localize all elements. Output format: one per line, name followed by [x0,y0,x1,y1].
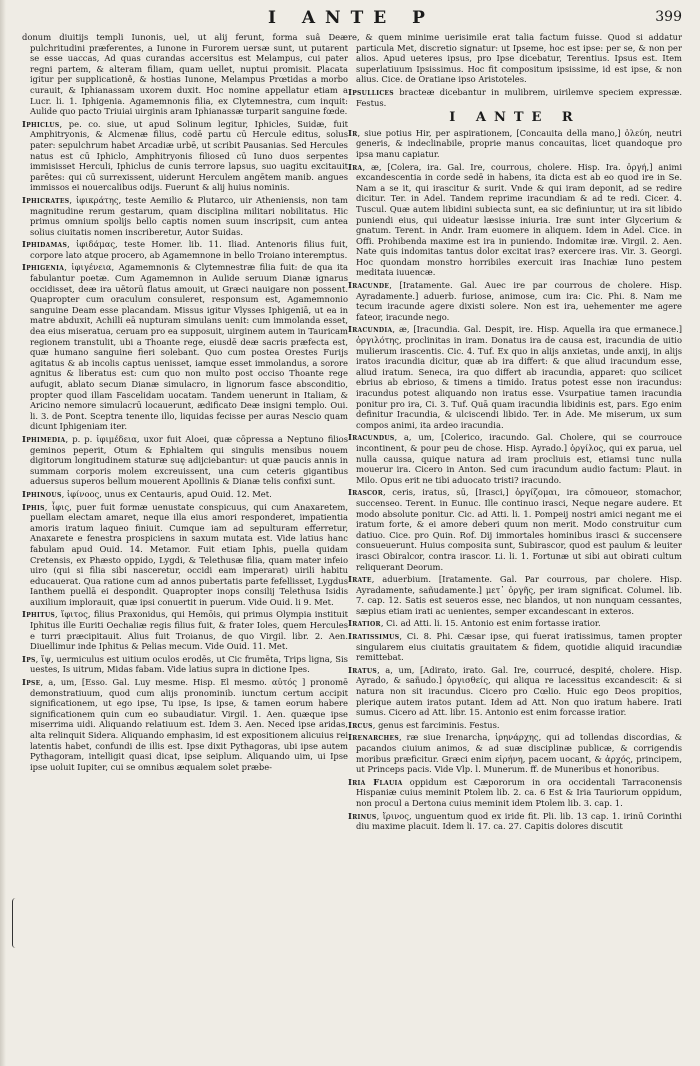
entry-headword: Ir [348,127,358,138]
dictionary-entry [348,487,682,572]
entry-text: , ἰφιδάμας, teste Homer. lib. 11. Iliad. Antenoris filius fuit, corpore lato atque procero, ab Agamemnone in bello Troiano interemptus. [30,239,348,260]
entry-text: , æ, [Colera, ira. Gal. Ire, courrous, cholere. Hisp. Ira. ὀργή,] animi excandescentia in corde sedē in habens, ita dicta est ab eo quod ire in Se. Nam a se it, qui irascitur & surit. Vnde & qui iram deponit, ad se redire dicitur. Ter. in Adel. Tandem reprime iracundiam & ad te redi. Cicer. 4. Tuscul. Quæ autem libidini subiecta sunt, ea sic definiuntur, ut ira sit libido puniendi eius, qui uideatur læsisse iniuria. Iræ sunt inter Glycerium & gnatum. Terent. in Andr. Iram euomere in aliquem. Idem in Adel. Cice. in Offi. Prohibenda maxime est ira in puniendo. Indomitæ iræ. Virgil. 2. Aen. Nate quis indomitas tantus dolor excitat iras? exercere iras. Vir. 3. Georgi. Hoc quondam monstro horribiles exercuit iras Inachiæ Iuno pestem meditata iuuencæ. [356,161,682,278]
dictionary-entry [348,32,682,85]
page-number: 399 [655,9,682,25]
entry-text: , ἴρινος, unguentum quod ex iride fit. Pli. lib. 13 cap. 1. irinū Corinthi diu maxime placuit. Idem li. 17. ca. 27. Capitis dolores discutit [356,810,682,832]
entry-text: , pe. co. siue, ut apud Solinum legitur, Iphicles, Suidæ, fuit Amphitryonis, & Alcmenæ filius, codē partu cū Hercule editus, solus pater: sepulchrum habet Arcadiæ urbē, ut scribit Pausanias. Sed Hercules natus est cū Iphiclo, Amphitryonis filiosed cū Iuno duos serpentes immisisset Herculi, Iphiclus de cunis terrore lapsus, suo uagitu excitauit parētes: qui cū surrexissent, uiderunt Herculem angētem manib. angues immissos ei nouercalibus odijs. Fuerunt & alij huius nominis. [30,118,348,193]
entry-text: , aduerbium. [Iratamente. Gal. Par courrous, par cholere. Hisp. Ayradamente, sañudamente.] μετ᾽ ὀργῆς, per iram significat. Columel. lib. 7. cap. 12. Satis est seueros esse, nec blandos, ut non nunquam cessantes, sæpius etiam irati ac uenientes, semper excandescant in exteros. [356,574,682,616]
dictionary-entry [348,574,682,616]
entry-text: , ἶφις, puer fuit formæ uenustate conspicuus, qui cum Anaxaretem, puellam electam amaret, neque illa eius amori responderet, impatientia amoris iratum laqueo finiuit. Cumque iam ad sepulturam efferretur, Anaxarete e fenestra prospiciens in saxum mutata est. Vide latius hanc fabulam apud Ouid. 14. Metamor. Fuit etiam Iphis, puella quidam Cretensis, ex Phæsto oppido, Lygdi, & Telethusæ filia, quam mater infeio uiro (qui si filia sibi nasceretur, occidi eam imperarat) uirili habitu educauerat. Qua ratione cum ad annos pubertatis parte fefellisset, Lygdus Ianthem puellā ei despondit. Quapropter inops consilij Telethusa Isidis auxilium implorauit, quæ ipsi conuertit in puerum. Vide Ouid. li 9. Met. [30,501,348,607]
section-heading: I ANTE R [449,110,581,126]
page-header [0,8,700,30]
dictionary-entry [348,432,682,485]
dictionary-entry [22,489,348,500]
dictionary-entry [348,631,682,663]
entry-text: , Ci. 8. Phi. Cæsar ipse, qui fuerat iratissimus, tamen propter singularem eius ciuitatis grauitatem & fidem, quotidie aliquid iracundiæ remittebat. [356,631,682,663]
page-edge-shadow [0,0,6,1066]
dictionary-entry [348,811,682,832]
margin-bracket-mark [12,898,19,948]
dictionary-entry [348,665,682,718]
dictionary-entry [348,777,682,809]
entry-text: , [Iratamente. Gal. Auec ire par courrous de cholere. Hisp. Ayradamente.] aduerb. furiose, animose, cum ira: Cic. Phi. 8. Nam me tecum iracunde agere dixisti solere. Non est ira, uehementer me agere fateor, iracunde nego. [356,280,682,322]
entry-text: , æ, [Iracundia. Gal. Despit, ire. Hisp. Aquella ira que ermanece.] ὀργιλότης, proclinitas in iram. Donatus ira de causa est, iracundia de uitio mulierum irascentis. Cic. 4. Tuf. Ex quo in alijs anxietas, unde anxij, in alijs iratos iracundia dicitur, quæ ab ira differt: & que aliud iracundum esse, aliud iratum. Seneca, ira quo differt ab iracundia, apparet: quo scilicet ebrius ab ebrioso, & timens a timido. Iratus potest esse non iracundus: iracundus potest aliquando non iratus esse. Vsurpatiue tamen iracundia ponitur pro ira, Ci. 3. Tuf. Quā quam iracundia libidinis est, pars. Ego enim definitur Iracundia, & ulciscendi libido. Ter. in Ade. Me miserum, ux sum compos animi, ita ardeo iracundia. [356,324,682,430]
dictionary-entry [348,324,682,430]
dictionary-entry [348,87,682,108]
entry-text: , ἰφικράτης, teste Aemilio & Plutarco, uir Atheniensis, non tam magnitudine rerum gestarum, quam disciplina militari nobilitatus. Hic primus omnium spolijs bello captis nomen suum inscripsit, cum antea solius ciuitatis nomen inscriberetur, Autor Suidas. [30,194,348,237]
entry-text: , p. p. ἰφιμέδεια, uxor fuit Aloei, quæ cōpressa a Neptuno filios geminos peperit, Otum & Ephialtem qui singulis mensibus nouem digitorum longitudinem staturæ suę adijciebantur: ut quæ paucis annis in summam corporis molem excreuissent, una cum ceteris gigantibus aduersus superos bellum mouerent Apollinis & Dianæ telis confixi sunt. [30,433,348,487]
entry-headword: Iratior [348,618,381,629]
entry-headword: Iratus [348,664,378,675]
entry-headword: Ips [22,653,36,664]
entry-headword: Ira [348,161,363,172]
entry-headword: Irascor [348,487,383,498]
dictionary-entry [348,162,682,279]
left-column [22,32,348,1052]
entry-text: , genus est farciminis. Festus. [372,719,500,730]
entry-text: oppidum est Cæpororum in ora occidentali Tarraconensis Hispaniæ cuius meminit Ptolem lib. 2. ca. 6 Est & Iria Tauriorum oppidum, non procul a Dertona cuius meminit idem Ptolem lib. 3. cap. 1. [356,776,682,808]
entry-headword: Iracundia [348,324,393,335]
dictionary-entry [22,262,348,432]
entry-headword: Iphigenia [22,262,65,273]
entry-text: , siue potius Hir, per aspirationem, [Concauita della mano,] ὀλεύη, neutri generis, & indeclinabile, proprie manus concauitas, licet quandoque pro ipsa manu capiatur. [356,127,682,159]
entry-text: bracteæ dicebantur in mulibrem, uirilemve speciem expressæ. Festus. [356,86,682,108]
entry-text: , ἰφιγένεια, Agamemnonis & Clytemnestræ filia fuit: de qua ita fabulantur poetæ. Cum Agamemnon in Aulide seruum Dianæ ignarus occidisset, deæ ira uētorū flatus amouit, ut Græci nauigare non possent. Quapropter cum oraculum consuleret, responsum est, Agamemnonio sanguine Deam esse placandam. Missus igitur Vlysses Iphigeniā, ut ea in matre abduxit, Achilli eā nupturam simulans uenit: cum immolanda esset, dea eius miseratua, ceruam pro ea supposuit, uirginem autem in Tauricam regionem transtulit, ubi a Thoante rege, eiusdē deæ sacris præfecta est, quæ humano sanguine fieri solebant. Quo cum postea Orestes Furijs agitatus & ab incolis captus uenisset, iamque esset immolandus, a sorore agnitus & liberatus est: cum quo non multo post occiso Thoante rege aufugit, ablato secum Dianæ simulacro, in lignorum fasce absconditio, propter quod illam Fascelidam uocatam. Tandem uenerunt in Italiam, & Aricino nemore simulacrū locauerunt, ædificato Deæ insigni templo. Oui. li. 3. de Pont. Sceptra tenente illo, liquidas fecisse per auras Nescio quam dicunt Iphigeniam iter. [30,262,348,432]
entry-headword: Iracundus [348,432,395,443]
dictionary-entry [348,280,682,322]
dictionary-entry [22,119,348,193]
dictionary-entry [22,502,348,608]
entry-text: , ἰφίνοος, unus ex Centauris, apud Ouid. 12. Met. [61,488,272,499]
entry-headword: Ipse [22,677,41,688]
entry-text: , Ci. ad Atti. li. 15. Antonio est enim fortasse iratior. [380,618,601,629]
dictionary-entry [22,677,348,772]
entry-text: , a, um, [Esso. Gal. Luy mesme. Hisp. El mesmo. αὐτός ] pronomē demonstratiuum, quod cum alijs pronominib. iunctum certum accipit significationem, ut ego ipse, Tu ipse, Is ipse, & tamen eorum habere significationem quin cum eo subaudiatur. Virgil. 1. Aen. quæque ipse miserrima uidi. Aliquando relatiuum est. Idem 3. Aen. Neced ipse aridas, alta relinquit Sidera. Aliquando emphasim, id est expositionem alicuius rei latentis habet, confundi de illis est. Ipse dixit Pythagoras, ubi ipse autem Pythagoram, intelligit quasi dicat, ipse seiplum. Aliquando uim, ui Ipse ipse uoluit Iupiter, cui se omnibus æqualem solet præbe- [30,677,348,772]
dictionary-entry [348,128,682,160]
entry-text: , ἴφιτος, filius Praxonidus, qui Hemōis, qui primus Olympia instituit Iphitus ille Euriti Oechaliæ regis filius fuit, & frater Ioles, quem Hercules e turri præcipitauit. Alius fuit Troianus, de quo Virgil. libr. 2. Aen. Diuellimur inde Iphitus & Pelias mecum. Vide Ouid. 11. Met. [30,609,348,652]
entry-headword: Iphimedia [22,433,66,444]
dictionary-entry [22,32,348,117]
entry-headword: Iphidamas [22,239,68,250]
entry-text: donum diuitijs templi Iunonis, uel, ut alij ferunt, forma suâ Deæ pulchritudini præferentes, a Iunone in Furorem uersæ sunt, ut putarent se esse uaccas, Ad quas curandas accersitus est Melampus, cui pater regni partem, & alteram filiam, quam uellet, nuptui promisit. Placata igitur per supplicationê, & hostias Iunone, Melampus Prœtidas a morbo curauit, & Iphianassam uxorem duxit. Hoc nomine appellatur etiam a Lucr. li. 1. Iphigenia. Agamemnonis filia, ex Clytemnestra, cum inquit: Aulide quo pacto Triuiai uirginis aram Iphianassæ turparit sanguine fœde. [22,32,348,117]
entry-headword: Irenarches [348,732,399,743]
entry-text: re, & quem minime uerisimile erat talia factum fuisse. Quod si addatur particula Met, discretio signatur: ut Ipseme, hoc est ipse: per se, & non per alios. Apud ueteres ipsus, pro Ipse dicebatur, Terentius. Ipsus est. Item superlatiuum Ipsissimus. Hoc fit compositum ipsissime, id est ipse, & non alius. Cice. de Oratiane ipso Aristoteles. [348,32,682,85]
entry-headword: Ircus [348,719,373,730]
entry-headword: Iphicrates [22,194,70,205]
dictionary-entry [22,195,348,237]
dictionary-entry [348,720,682,731]
dictionary-entry [22,239,348,260]
entry-text: , a, um, [Adirato, irato. Gal. Ire, courrucé, despité, cholere. Hisp. Ayrado, & sañudo.] ὀργισθείς, qui aliqua re lacessitus excandescit: & si natura non sit iracundus. Cicero pro Cœlio. Huic ego Deos propitios, plerique autem iratos putant. Idem ad Att. Non quo iratum habere. Irati sumus. Cicero ad Att. libr. 15. Antonio est enim forcasse iratior. [356,664,682,718]
entry-headword: Iphis [22,501,45,512]
entry-headword: Irate [348,574,372,585]
entry-headword: Iphinous [22,488,62,499]
right-column [348,32,682,1052]
entry-text: , ceris, iratus, sū, [Irasci,] ὀργίζομαι, ira cōmoueor, stomachor, succenseo. Terent. in Eunuc. Ille continuo irasci, Neque negare audere. Et modo absolute ponitur. Cic. ad Atti. li. 1. Pompeij nostri amici negant me ei iratum forte, & ei amore deberi quum non merit. Modo construitur cum datiuo. Cice. pro Quin. Rof. Dij immortales hominibus irasci & succensere consueuerunt. Huius composita sunt, Subirascor, quod est paulum & leuiter irasci Obiralcor, contra irascor. Li. li. 1. Fortunæ ut sibi aut obirati cultum reliquerant Deorum. [356,487,682,572]
entry-text: , a, um, [Colerico, iracundo. Gal. Cholere, qui se courrouce incontinent, & pour peu de chose. Hisp. Ayrado.] ὀργίλος, qui ex parua, uel nulla caussa, quique natura ad iram procliuis est, etiamsi tunc nulla mouerur ira. Cicero in Anton. Sed cum iracundum audio factum: Plaut. in Milo. Opus erit ne tibi aduocato tristi? iracundo. [356,432,682,485]
entry-headword: Iphitus [22,609,56,620]
entry-headword: Iratissimus [348,631,400,642]
dictionary-entry [22,609,348,651]
dictionary-entry [22,654,348,675]
dictionary-entry [348,618,682,629]
running-head: I ANTE P [268,8,435,28]
entry-headword: Iria Flauia [348,776,403,787]
dictionary-entry [348,732,682,774]
dictionary-entry [22,434,348,487]
entry-headword: Iphiclus [22,118,60,129]
entry-headword: Ipsullices [348,86,394,97]
entry-headword: Iracunde [348,280,390,291]
entry-headword: Irinus [348,810,377,821]
entry-text: , ræ siue Irenarcha, ἰρηνάρχης, qui ad tollendas discordias, & pacandos ciuium animos, & ad suæ disciplinæ publicæ, & corrigendis moribus præficitur. Græci enim εἰρήνη, pacem uocant, & ἀρχός, principem, ut Princeps pacis. Vide Vlp. l. Munerum. ff. de Muneribus et honoribus. [356,732,682,775]
entry-text: , ἴψ, uermiculus est uitium oculos erodēs, ut Cic frumēta, Trips ligna, Sis uestes, Is uitrum, Midas fabam. Vide latius supra in dictione Ipes. [30,653,348,675]
